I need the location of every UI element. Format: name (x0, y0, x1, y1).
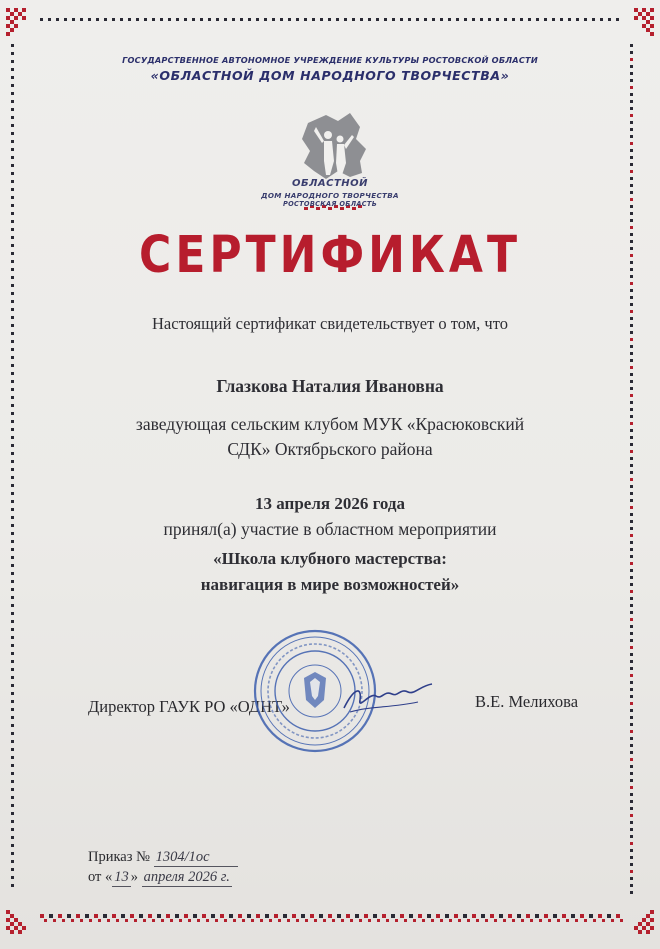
corner-ornament-bottom-left (2, 902, 42, 942)
ornament-border-bottom (6, 906, 654, 930)
ornament-border-right (626, 26, 638, 910)
participation-text: принял(а) участие в областном мероприятии (163, 519, 497, 539)
organization-type: ГОСУДАРСТВЕННОЕ АВТОНОМНОЕ УЧРЕЖДЕНИЕ КУЛЬТУРЫ РОСТОВСКОЙ ОБЛАСТИ (122, 55, 538, 65)
director-title: Директор ГАУК РО «ОДНТ» (88, 697, 290, 716)
handwritten-signature (340, 678, 440, 718)
organization-name: «ОБЛАСТНОЙ ДОМ НАРОДНОГО ТВОРЧЕСТВА» (150, 68, 510, 83)
logo-text-line1: ОБЛАСТНОЙ (291, 178, 369, 189)
logo-text-line2: ДОМ НАРОДНОГО ТВОРЧЕСТВА (261, 191, 399, 200)
ornament-border-top (6, 8, 654, 30)
order-number-line (88, 849, 238, 867)
order-day: 13 (114, 869, 129, 885)
signer-name: В.Е. Мелихова (475, 692, 579, 711)
logo-text-line3: РОСТОВСКАЯ ОБЛАСТЬ (282, 200, 378, 208)
intro-text: Настоящий сертификат свидетельствует о том, что (152, 314, 508, 333)
order-from-prefix: от « (88, 869, 113, 885)
order-from-mid: » (130, 869, 139, 885)
order-number: 1304/1ос (154, 849, 238, 867)
event-title-line2: навигация в мире возможностей» (200, 575, 460, 594)
recipient-name: Глазкова Наталия Ивановна (216, 376, 444, 396)
position-line2: СДК» Октябрьского района (227, 439, 433, 459)
corner-ornament-bottom-right (618, 902, 658, 942)
ornament-border-left (8, 26, 18, 910)
corner-ornament-top-left (2, 4, 42, 44)
corner-ornament-top-right (618, 4, 658, 44)
order-month-year: апреля 2026 г. (143, 869, 230, 885)
order-prefix: Приказ № (88, 849, 150, 865)
position-line1: заведующая сельским клубом МУК «Красюковский (135, 414, 525, 434)
event-date: 13 апреля 2026 года (255, 494, 405, 513)
event-title-line1: «Школа клубного мастерства: (213, 549, 447, 568)
order-date-line (88, 869, 232, 887)
certificate-title: СЕРТИФИКАТ (139, 226, 521, 285)
recipient-position (0, 412, 660, 462)
event-title (0, 546, 660, 598)
